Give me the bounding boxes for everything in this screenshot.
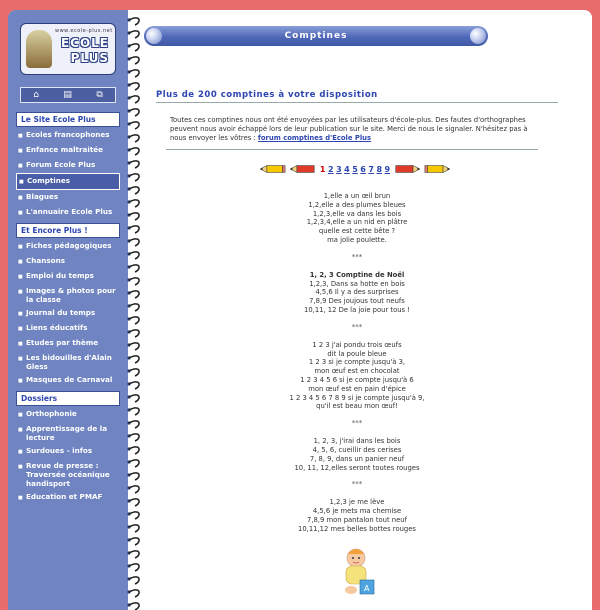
title-ball-right-icon (470, 28, 486, 44)
sidebar-item[interactable] (16, 422, 120, 444)
sidebar-item[interactable] (16, 205, 120, 220)
sidebar-item[interactable] (16, 407, 120, 422)
forum-comptines-link[interactable]: forum comptines d'Ecole Plus (257, 134, 372, 142)
sidebar-item-label: Journal du temps (26, 308, 96, 317)
sidebar-item-label: Orthophonie (26, 409, 77, 418)
poem-line: 4,5,6 Il y a des surprises (315, 288, 399, 297)
sidebar-item[interactable] (16, 254, 120, 269)
sidebar-item-label: Forum Ecole Plus (26, 160, 96, 169)
home-icon[interactable]: ⌂ (33, 89, 39, 100)
bullet-icon: ■ (18, 495, 23, 501)
sidebar-item[interactable] (16, 321, 120, 336)
sidebar-item[interactable] (16, 190, 120, 205)
sidebar-item[interactable] (16, 269, 120, 284)
poem-line: 1, 2, 3, j'irai dans les bois (313, 437, 401, 446)
page-number-link[interactable]: 2 (327, 164, 334, 174)
nav-section-header: Et Encore Plus ! (16, 223, 120, 238)
bullet-icon: ■ (18, 412, 23, 418)
sidebar-item-label: Education et PMAF (26, 492, 103, 501)
logo-line-1: ECOLE (60, 36, 109, 50)
bullet-icon: ■ (18, 210, 23, 216)
site-logo[interactable] (20, 23, 116, 75)
sidebar-item-label: Revue de presse : Traversée océanique handisport (26, 461, 110, 488)
bullet-icon: ■ (18, 356, 23, 362)
bullet-icon: ■ (18, 378, 23, 384)
sidebar-item-label: Blagues (26, 192, 59, 201)
poem-line: 1,2,3 je me lève (329, 498, 385, 507)
poem-separator: *** (351, 322, 363, 331)
sidebar-item[interactable] (16, 336, 120, 351)
poem (242, 341, 472, 411)
sidebar-item-label: Etudes par thème (26, 338, 99, 347)
print-icon[interactable]: ▤ (63, 89, 72, 100)
poem-line: 1 2 3 4 5 6 si je compte jusqu'à 6 (300, 375, 414, 384)
sidebar-item-label: Les bidouilles d'Alain Gless (26, 353, 112, 371)
poem-title: 1, 2, 3 Comptine de Noël (309, 270, 405, 279)
sidebar-item[interactable] (16, 351, 120, 373)
main-content (142, 10, 592, 610)
page-number-link[interactable]: 4 (344, 164, 350, 174)
poem-line: mon œuf est en pain d'épice (308, 384, 406, 393)
copy-icon[interactable]: ⧉ (96, 89, 103, 100)
sidebar-item[interactable] (16, 284, 120, 306)
sidebar-item[interactable] (16, 143, 120, 158)
sidebar-item-label: Images & photos pour la classe (26, 286, 116, 304)
nav-section-header: Dossiers (16, 391, 120, 406)
bullet-icon: ■ (19, 179, 24, 185)
page-title: Comptines (284, 31, 348, 41)
page-number-link[interactable]: 6 (360, 164, 366, 174)
prev-page-pencil-icon[interactable] (290, 164, 316, 174)
bullet-icon: ■ (18, 195, 23, 201)
poem (242, 271, 472, 315)
title-ball-left-icon (146, 28, 162, 44)
sidebar (8, 10, 128, 610)
poem-line: ma jolie poulette. (327, 235, 387, 244)
poem-line: dit la poule bleue (327, 349, 387, 358)
spiral-binding (126, 10, 142, 610)
poem-line: 10,11,12 mes belles bottes rouges (298, 524, 416, 533)
poem-separator: *** (351, 252, 363, 261)
sidebar-item[interactable] (16, 444, 120, 459)
poem-line: 1,elle a un œil brun (323, 192, 391, 200)
poem-line: 10,11, 12 De la joie pour tous ! (304, 305, 410, 314)
page-frame (8, 10, 592, 610)
sidebar-item[interactable] (16, 128, 120, 143)
section-subtitle: Plus de 200 comptines à votre disposition (156, 90, 558, 103)
poem-line: mon œuf est en chocolat (314, 367, 400, 376)
sidebar-item[interactable] (16, 373, 120, 388)
sidebar-item-label: Comptines (27, 176, 71, 185)
poem-separator: *** (351, 480, 363, 489)
sidebar-item-label: Liens éducatifs (26, 323, 88, 332)
poem (242, 192, 472, 245)
page-number-link[interactable]: 8 (376, 164, 383, 174)
poem-line: qu'il est beau mon œuf! (316, 402, 398, 411)
logo-figure-icon (26, 30, 52, 68)
sidebar-item-label: L'annuaire Ecole Plus (26, 207, 113, 216)
poem-line: 7, 8, 9, dans un panier neuf (309, 454, 405, 463)
intro-paragraph: Toutes ces comptines nous ont été envoyées par les utilisateurs d'école-plus. Des fautes d'orthographes peuvent nous avoir échappé lors de leur publication sur le site. Merci de nous le signaler. N'hésitez pas à nous envoyer les vôtres : (170, 116, 528, 142)
page-number-link[interactable]: 9 (384, 164, 391, 174)
bullet-icon: ■ (18, 148, 23, 154)
bullet-icon: ■ (18, 311, 23, 317)
sidebar-item-label: Emploi du temps (26, 271, 94, 280)
sidebar-item-label: Masques de Carnaval (26, 375, 113, 384)
sidebar-item-label: Apprentissage de la lecture (26, 424, 108, 442)
poem (242, 437, 472, 472)
sidebar-item[interactable] (16, 306, 120, 321)
sidebar-item-label: Surdoues - infos (26, 446, 93, 455)
bullet-icon: ■ (18, 244, 23, 250)
bullet-icon: ■ (18, 464, 23, 470)
poem-line: 1 2 3 j'ai pondu trois œufs (312, 340, 402, 349)
poem-line: 4, 5, 6, cueillir des cerises (312, 445, 402, 454)
bullet-icon: ■ (18, 163, 23, 169)
baby-mascot-icon (338, 546, 378, 600)
poem (242, 498, 472, 533)
bullet-icon: ■ (18, 289, 23, 295)
poem-line: 10, 11, 12,elles seront toutes rouges (294, 463, 420, 472)
bullet-icon: ■ (18, 341, 23, 347)
page-number-link[interactable]: 7 (368, 164, 374, 174)
intro-divider (166, 149, 538, 150)
page-numbers (320, 165, 390, 174)
logo-url: www.ecole-plus.net (55, 28, 113, 34)
poem-line: 4,5,6 je mets ma chemise (312, 507, 402, 516)
sidebar-item[interactable] (16, 239, 120, 254)
poem-line: 7,8,9 Des joujous tout neufs (309, 297, 405, 306)
bullet-icon: ■ (18, 259, 23, 265)
poem-line: 7,8,9 mon pantalon tout neuf (307, 515, 407, 524)
sidebar-item-label: Fiches pédagogiques (26, 241, 112, 250)
sidebar-item[interactable] (16, 459, 120, 490)
bullet-icon: ■ (18, 326, 23, 332)
poem-line: 1 2 3 si je compte jusqu'à 3, (308, 358, 406, 367)
poem-line: 1,2,3, Dans sa hotte en bois (309, 279, 405, 288)
logo-line-2: PLUS (70, 51, 109, 65)
svg-text:A: A (364, 584, 370, 593)
page-number-link[interactable]: 3 (336, 164, 342, 174)
icon-toolbar (20, 87, 116, 103)
poem-line: 1,2,elle a des plumes bleues (308, 200, 406, 209)
poem-line: 1,2,3,4,elle a un nid en plâtre (306, 218, 408, 227)
sidebar-item-label: Chansons (26, 256, 65, 265)
sidebar-nav (16, 111, 120, 505)
nav-section-header: Le Site Ecole Plus (16, 112, 120, 127)
next-page-pencil-icon[interactable] (394, 164, 420, 174)
poem-line: quelle est cette bête ? (318, 227, 396, 236)
last-page-pencil-icon[interactable] (424, 164, 450, 174)
bullet-icon: ■ (18, 427, 23, 433)
poem-line: 1,2,3,elle va dans les bois (312, 209, 402, 218)
poem-line: 1 2 3 4 5 6 7 8 9 si je compte jusqu'à 9, (289, 393, 425, 402)
bullet-icon: ■ (18, 449, 23, 455)
sidebar-item[interactable] (16, 173, 120, 190)
page-number-link[interactable]: 1 (319, 164, 326, 174)
page-number-link[interactable]: 5 (352, 164, 358, 174)
sidebar-item-label: Ecoles francophones (26, 130, 110, 139)
bullet-icon: ■ (18, 133, 23, 139)
poem-separator: *** (351, 419, 363, 428)
bullet-icon: ■ (18, 274, 23, 280)
pagination (260, 162, 450, 176)
page-title-bar (144, 26, 488, 46)
intro-text (170, 116, 536, 143)
first-page-pencil-icon[interactable] (260, 164, 286, 174)
sidebar-item[interactable] (16, 158, 120, 173)
sidebar-item[interactable] (16, 490, 120, 505)
sidebar-item-label: Enfance maltraitée (26, 145, 104, 154)
